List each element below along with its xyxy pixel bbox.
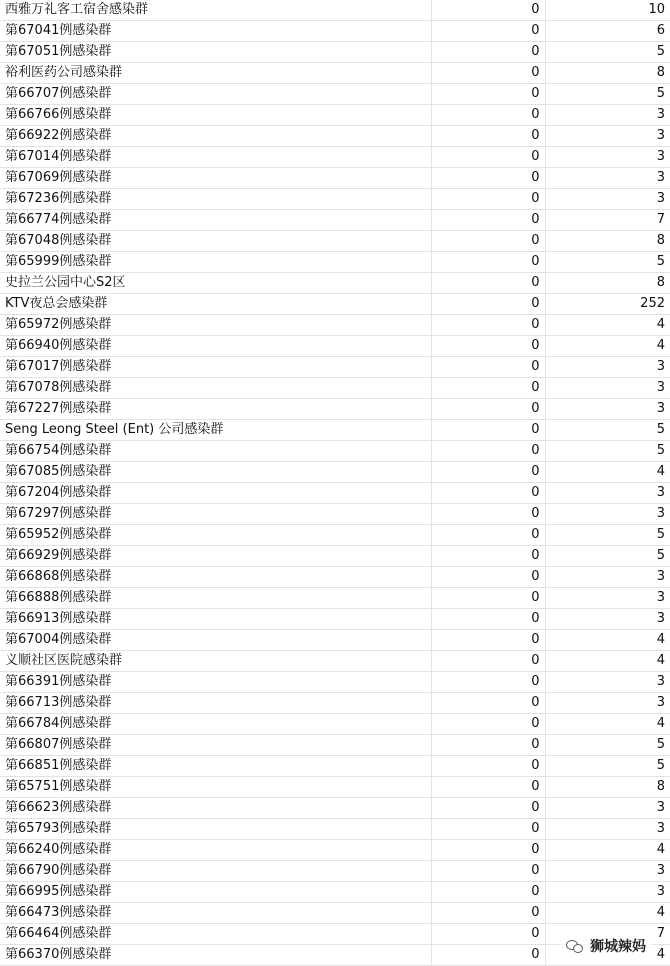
table-row bbox=[0, 861, 670, 882]
cluster-name-cell[interactable]: 第66754例感染群 bbox=[0, 441, 431, 462]
table-row bbox=[0, 357, 670, 378]
cluster-name-cell[interactable]: 第66623例感染群 bbox=[0, 798, 431, 819]
cluster-name-cell[interactable]: 第67051例感染群 bbox=[0, 42, 431, 63]
new-cases-cell[interactable]: 0 bbox=[431, 588, 545, 609]
cluster-name-cell[interactable]: KTV夜总会感染群 bbox=[0, 294, 431, 315]
cluster-name-cell[interactable]: 第67017例感染群 bbox=[0, 357, 431, 378]
total-cases-cell[interactable]: 4 bbox=[545, 903, 670, 924]
new-cases-cell[interactable]: 0 bbox=[431, 672, 545, 693]
cluster-name-cell[interactable]: 第66922例感染群 bbox=[0, 126, 431, 147]
table-row bbox=[0, 798, 670, 819]
new-cases-cell[interactable]: 0 bbox=[431, 924, 545, 945]
total-cases-cell[interactable]: 5 bbox=[545, 735, 670, 756]
cluster-name-cell[interactable]: 第66713例感染群 bbox=[0, 693, 431, 714]
new-cases-cell[interactable]: 0 bbox=[431, 42, 545, 63]
total-cases-cell[interactable]: 5 bbox=[545, 546, 670, 567]
total-cases-cell[interactable]: 3 bbox=[545, 588, 670, 609]
new-cases-cell[interactable]: 0 bbox=[431, 798, 545, 819]
total-cases-cell[interactable]: 8 bbox=[545, 777, 670, 798]
new-cases-cell[interactable]: 0 bbox=[431, 903, 545, 924]
total-cases-cell[interactable]: 4 bbox=[545, 840, 670, 861]
cluster-name-cell[interactable]: 第66370例感染群 bbox=[0, 945, 431, 966]
table-row bbox=[0, 441, 670, 462]
cluster-name-cell[interactable]: 第67014例感染群 bbox=[0, 147, 431, 168]
table-row bbox=[0, 273, 670, 294]
new-cases-cell[interactable]: 0 bbox=[431, 609, 545, 630]
table-row bbox=[0, 525, 670, 546]
total-cases-cell[interactable]: 4 bbox=[545, 651, 670, 672]
new-cases-cell[interactable]: 0 bbox=[431, 777, 545, 798]
wechat-icon bbox=[566, 939, 584, 953]
total-cases-cell[interactable]: 3 bbox=[545, 483, 670, 504]
cluster-name-cell[interactable]: 第67069例感染群 bbox=[0, 168, 431, 189]
total-cases-cell[interactable]: 8 bbox=[545, 63, 670, 84]
table-row bbox=[0, 336, 670, 357]
table-row bbox=[0, 210, 670, 231]
cluster-name-cell[interactable]: 第66913例感染群 bbox=[0, 609, 431, 630]
new-cases-cell[interactable]: 0 bbox=[431, 357, 545, 378]
table-row bbox=[0, 840, 670, 861]
new-cases-cell[interactable]: 0 bbox=[431, 126, 545, 147]
new-cases-cell[interactable]: 0 bbox=[431, 462, 545, 483]
total-cases-cell[interactable]: 3 bbox=[545, 882, 670, 903]
new-cases-cell[interactable]: 0 bbox=[431, 840, 545, 861]
table-row bbox=[0, 105, 670, 126]
cluster-name-cell[interactable]: 第67048例感染群 bbox=[0, 231, 431, 252]
cluster-name-cell[interactable]: 第66464例感染群 bbox=[0, 924, 431, 945]
new-cases-cell[interactable]: 0 bbox=[431, 525, 545, 546]
table-row bbox=[0, 126, 670, 147]
table-row bbox=[0, 588, 670, 609]
cluster-name-cell[interactable]: 裕利医药公司感染群 bbox=[0, 63, 431, 84]
total-cases-cell[interactable]: 3 bbox=[545, 693, 670, 714]
table-row bbox=[0, 693, 670, 714]
table-row bbox=[0, 504, 670, 525]
new-cases-cell[interactable]: 0 bbox=[431, 294, 545, 315]
new-cases-cell[interactable]: 0 bbox=[431, 168, 545, 189]
total-cases-cell[interactable]: 3 bbox=[545, 105, 670, 126]
table-row bbox=[0, 147, 670, 168]
total-cases-cell[interactable]: 5 bbox=[545, 252, 670, 273]
total-cases-cell[interactable]: 10 bbox=[545, 0, 670, 21]
watermark-text: 狮城辣妈 bbox=[590, 939, 646, 955]
new-cases-cell[interactable]: 0 bbox=[431, 483, 545, 504]
cluster-name-cell[interactable]: 第67236例感染群 bbox=[0, 189, 431, 210]
cluster-name-cell[interactable]: 义顺社区医院感染群 bbox=[0, 651, 431, 672]
new-cases-cell[interactable]: 0 bbox=[431, 693, 545, 714]
cluster-name-cell[interactable]: 第66774例感染群 bbox=[0, 210, 431, 231]
new-cases-cell[interactable]: 0 bbox=[431, 399, 545, 420]
cluster-name-cell[interactable]: 第66868例感染群 bbox=[0, 567, 431, 588]
new-cases-cell[interactable]: 0 bbox=[431, 546, 545, 567]
cluster-name-cell[interactable]: 第66929例感染群 bbox=[0, 546, 431, 567]
cluster-name-cell[interactable]: 第66888例感染群 bbox=[0, 588, 431, 609]
new-cases-cell[interactable]: 0 bbox=[431, 210, 545, 231]
cluster-name-cell[interactable]: 第66707例感染群 bbox=[0, 84, 431, 105]
cluster-name-cell[interactable]: 第67041例感染群 bbox=[0, 21, 431, 42]
total-cases-cell[interactable]: 4 bbox=[545, 630, 670, 651]
table-row bbox=[0, 567, 670, 588]
new-cases-cell[interactable]: 0 bbox=[431, 147, 545, 168]
total-cases-cell[interactable]: 5 bbox=[545, 84, 670, 105]
total-cases-cell[interactable]: 3 bbox=[545, 798, 670, 819]
new-cases-cell[interactable]: 0 bbox=[431, 273, 545, 294]
total-cases-cell[interactable]: 8 bbox=[545, 231, 670, 252]
new-cases-cell[interactable]: 0 bbox=[431, 861, 545, 882]
total-cases-cell[interactable]: 6 bbox=[545, 21, 670, 42]
total-cases-cell[interactable]: 8 bbox=[545, 273, 670, 294]
total-cases-cell[interactable]: 5 bbox=[545, 420, 670, 441]
total-cases-cell[interactable]: 3 bbox=[545, 819, 670, 840]
table-row bbox=[0, 630, 670, 651]
table-row bbox=[0, 420, 670, 441]
table-row bbox=[0, 672, 670, 693]
table-row bbox=[0, 0, 670, 21]
new-cases-cell[interactable]: 0 bbox=[431, 819, 545, 840]
new-cases-cell[interactable]: 0 bbox=[431, 21, 545, 42]
table-row bbox=[0, 777, 670, 798]
table-row bbox=[0, 84, 670, 105]
total-cases-cell[interactable]: 3 bbox=[545, 567, 670, 588]
new-cases-cell[interactable]: 0 bbox=[431, 882, 545, 903]
table-row bbox=[0, 168, 670, 189]
table-row bbox=[0, 231, 670, 252]
table-row bbox=[0, 735, 670, 756]
new-cases-cell[interactable]: 0 bbox=[431, 252, 545, 273]
cluster-name-cell[interactable]: 第65793例感染群 bbox=[0, 819, 431, 840]
cluster-name-cell[interactable]: 第67004例感染群 bbox=[0, 630, 431, 651]
table-row bbox=[0, 462, 670, 483]
new-cases-cell[interactable]: 0 bbox=[431, 336, 545, 357]
total-cases-cell[interactable]: 5 bbox=[545, 42, 670, 63]
total-cases-cell[interactable]: 4 bbox=[545, 945, 670, 966]
total-cases-cell[interactable]: 3 bbox=[545, 126, 670, 147]
total-cases-cell[interactable]: 252 bbox=[545, 294, 670, 315]
new-cases-cell[interactable]: 0 bbox=[431, 84, 545, 105]
cluster-name-cell[interactable]: 第67085例感染群 bbox=[0, 462, 431, 483]
cluster-name-cell[interactable]: 第65751例感染群 bbox=[0, 777, 431, 798]
new-cases-cell[interactable]: 0 bbox=[431, 0, 545, 21]
cluster-name-cell[interactable]: 第65972例感染群 bbox=[0, 315, 431, 336]
new-cases-cell[interactable]: 0 bbox=[431, 441, 545, 462]
table-row bbox=[0, 756, 670, 777]
new-cases-cell[interactable]: 0 bbox=[431, 315, 545, 336]
cluster-name-cell[interactable]: Seng Leong Steel (Ent) 公司感染群 bbox=[0, 420, 431, 441]
table-row bbox=[0, 378, 670, 399]
new-cases-cell[interactable]: 0 bbox=[431, 231, 545, 252]
table-row bbox=[0, 189, 670, 210]
table-row bbox=[0, 21, 670, 42]
cluster-name-cell[interactable]: 第66851例感染群 bbox=[0, 756, 431, 777]
cluster-name-cell[interactable]: 第66240例感染群 bbox=[0, 840, 431, 861]
total-cases-cell[interactable]: 5 bbox=[545, 525, 670, 546]
total-cases-cell[interactable]: 3 bbox=[545, 861, 670, 882]
table-row bbox=[0, 819, 670, 840]
table-row bbox=[0, 42, 670, 63]
total-cases-cell[interactable]: 7 bbox=[545, 924, 670, 945]
new-cases-cell[interactable]: 0 bbox=[431, 189, 545, 210]
new-cases-cell[interactable]: 0 bbox=[431, 735, 545, 756]
table-row bbox=[0, 714, 670, 735]
new-cases-cell[interactable]: 0 bbox=[431, 945, 545, 966]
new-cases-cell[interactable]: 0 bbox=[431, 420, 545, 441]
cluster-name-cell[interactable]: 第66807例感染群 bbox=[0, 735, 431, 756]
total-cases-cell[interactable]: 3 bbox=[545, 378, 670, 399]
new-cases-cell[interactable]: 0 bbox=[431, 756, 545, 777]
table-row bbox=[0, 252, 670, 273]
total-cases-cell[interactable]: 3 bbox=[545, 147, 670, 168]
new-cases-cell[interactable]: 0 bbox=[431, 651, 545, 672]
total-cases-cell[interactable]: 3 bbox=[545, 168, 670, 189]
new-cases-cell[interactable]: 0 bbox=[431, 504, 545, 525]
cluster-name-cell[interactable]: 史拉兰公园中心S2区 bbox=[0, 273, 431, 294]
cluster-name-cell[interactable]: 西雅万礼客工宿舍感染群 bbox=[0, 0, 431, 21]
cluster-name-cell[interactable]: 第66473例感染群 bbox=[0, 903, 431, 924]
cluster-name-cell[interactable]: 第66766例感染群 bbox=[0, 105, 431, 126]
total-cases-cell[interactable]: 3 bbox=[545, 399, 670, 420]
cluster-name-cell[interactable]: 第67297例感染群 bbox=[0, 504, 431, 525]
table-row bbox=[0, 63, 670, 84]
total-cases-cell[interactable]: 3 bbox=[545, 189, 670, 210]
table-row bbox=[0, 651, 670, 672]
watermark bbox=[560, 934, 652, 958]
new-cases-cell[interactable]: 0 bbox=[431, 378, 545, 399]
table-row bbox=[0, 882, 670, 903]
total-cases-cell[interactable]: 7 bbox=[545, 210, 670, 231]
table-row bbox=[0, 609, 670, 630]
total-cases-cell[interactable]: 3 bbox=[545, 357, 670, 378]
total-cases-cell[interactable]: 4 bbox=[545, 336, 670, 357]
cluster-name-cell[interactable]: 第67204例感染群 bbox=[0, 483, 431, 504]
table-row bbox=[0, 483, 670, 504]
cluster-name-cell[interactable]: 第67078例感染群 bbox=[0, 378, 431, 399]
new-cases-cell[interactable]: 0 bbox=[431, 567, 545, 588]
cluster-name-cell[interactable]: 第66995例感染群 bbox=[0, 882, 431, 903]
new-cases-cell[interactable]: 0 bbox=[431, 63, 545, 84]
table-row bbox=[0, 546, 670, 567]
cluster-name-cell[interactable]: 第66784例感染群 bbox=[0, 714, 431, 735]
cluster-name-cell[interactable]: 第66391例感染群 bbox=[0, 672, 431, 693]
cluster-name-cell[interactable]: 第67227例感染群 bbox=[0, 399, 431, 420]
new-cases-cell[interactable]: 0 bbox=[431, 105, 545, 126]
total-cases-cell[interactable]: 4 bbox=[545, 714, 670, 735]
total-cases-cell[interactable]: 3 bbox=[545, 672, 670, 693]
total-cases-cell[interactable]: 3 bbox=[545, 504, 670, 525]
table-row bbox=[0, 315, 670, 336]
cluster-name-cell[interactable]: 第66940例感染群 bbox=[0, 336, 431, 357]
total-cases-cell[interactable]: 5 bbox=[545, 756, 670, 777]
cluster-name-cell[interactable]: 第65952例感染群 bbox=[0, 525, 431, 546]
total-cases-cell[interactable]: 3 bbox=[545, 609, 670, 630]
new-cases-cell[interactable]: 0 bbox=[431, 630, 545, 651]
cluster-name-cell[interactable]: 第65999例感染群 bbox=[0, 252, 431, 273]
total-cases-cell[interactable]: 4 bbox=[545, 462, 670, 483]
cluster-name-cell[interactable]: 第66790例感染群 bbox=[0, 861, 431, 882]
total-cases-cell[interactable]: 5 bbox=[545, 441, 670, 462]
table-row bbox=[0, 903, 670, 924]
total-cases-cell[interactable]: 4 bbox=[545, 315, 670, 336]
table-row bbox=[0, 294, 670, 315]
new-cases-cell[interactable]: 0 bbox=[431, 714, 545, 735]
table-row bbox=[0, 399, 670, 420]
